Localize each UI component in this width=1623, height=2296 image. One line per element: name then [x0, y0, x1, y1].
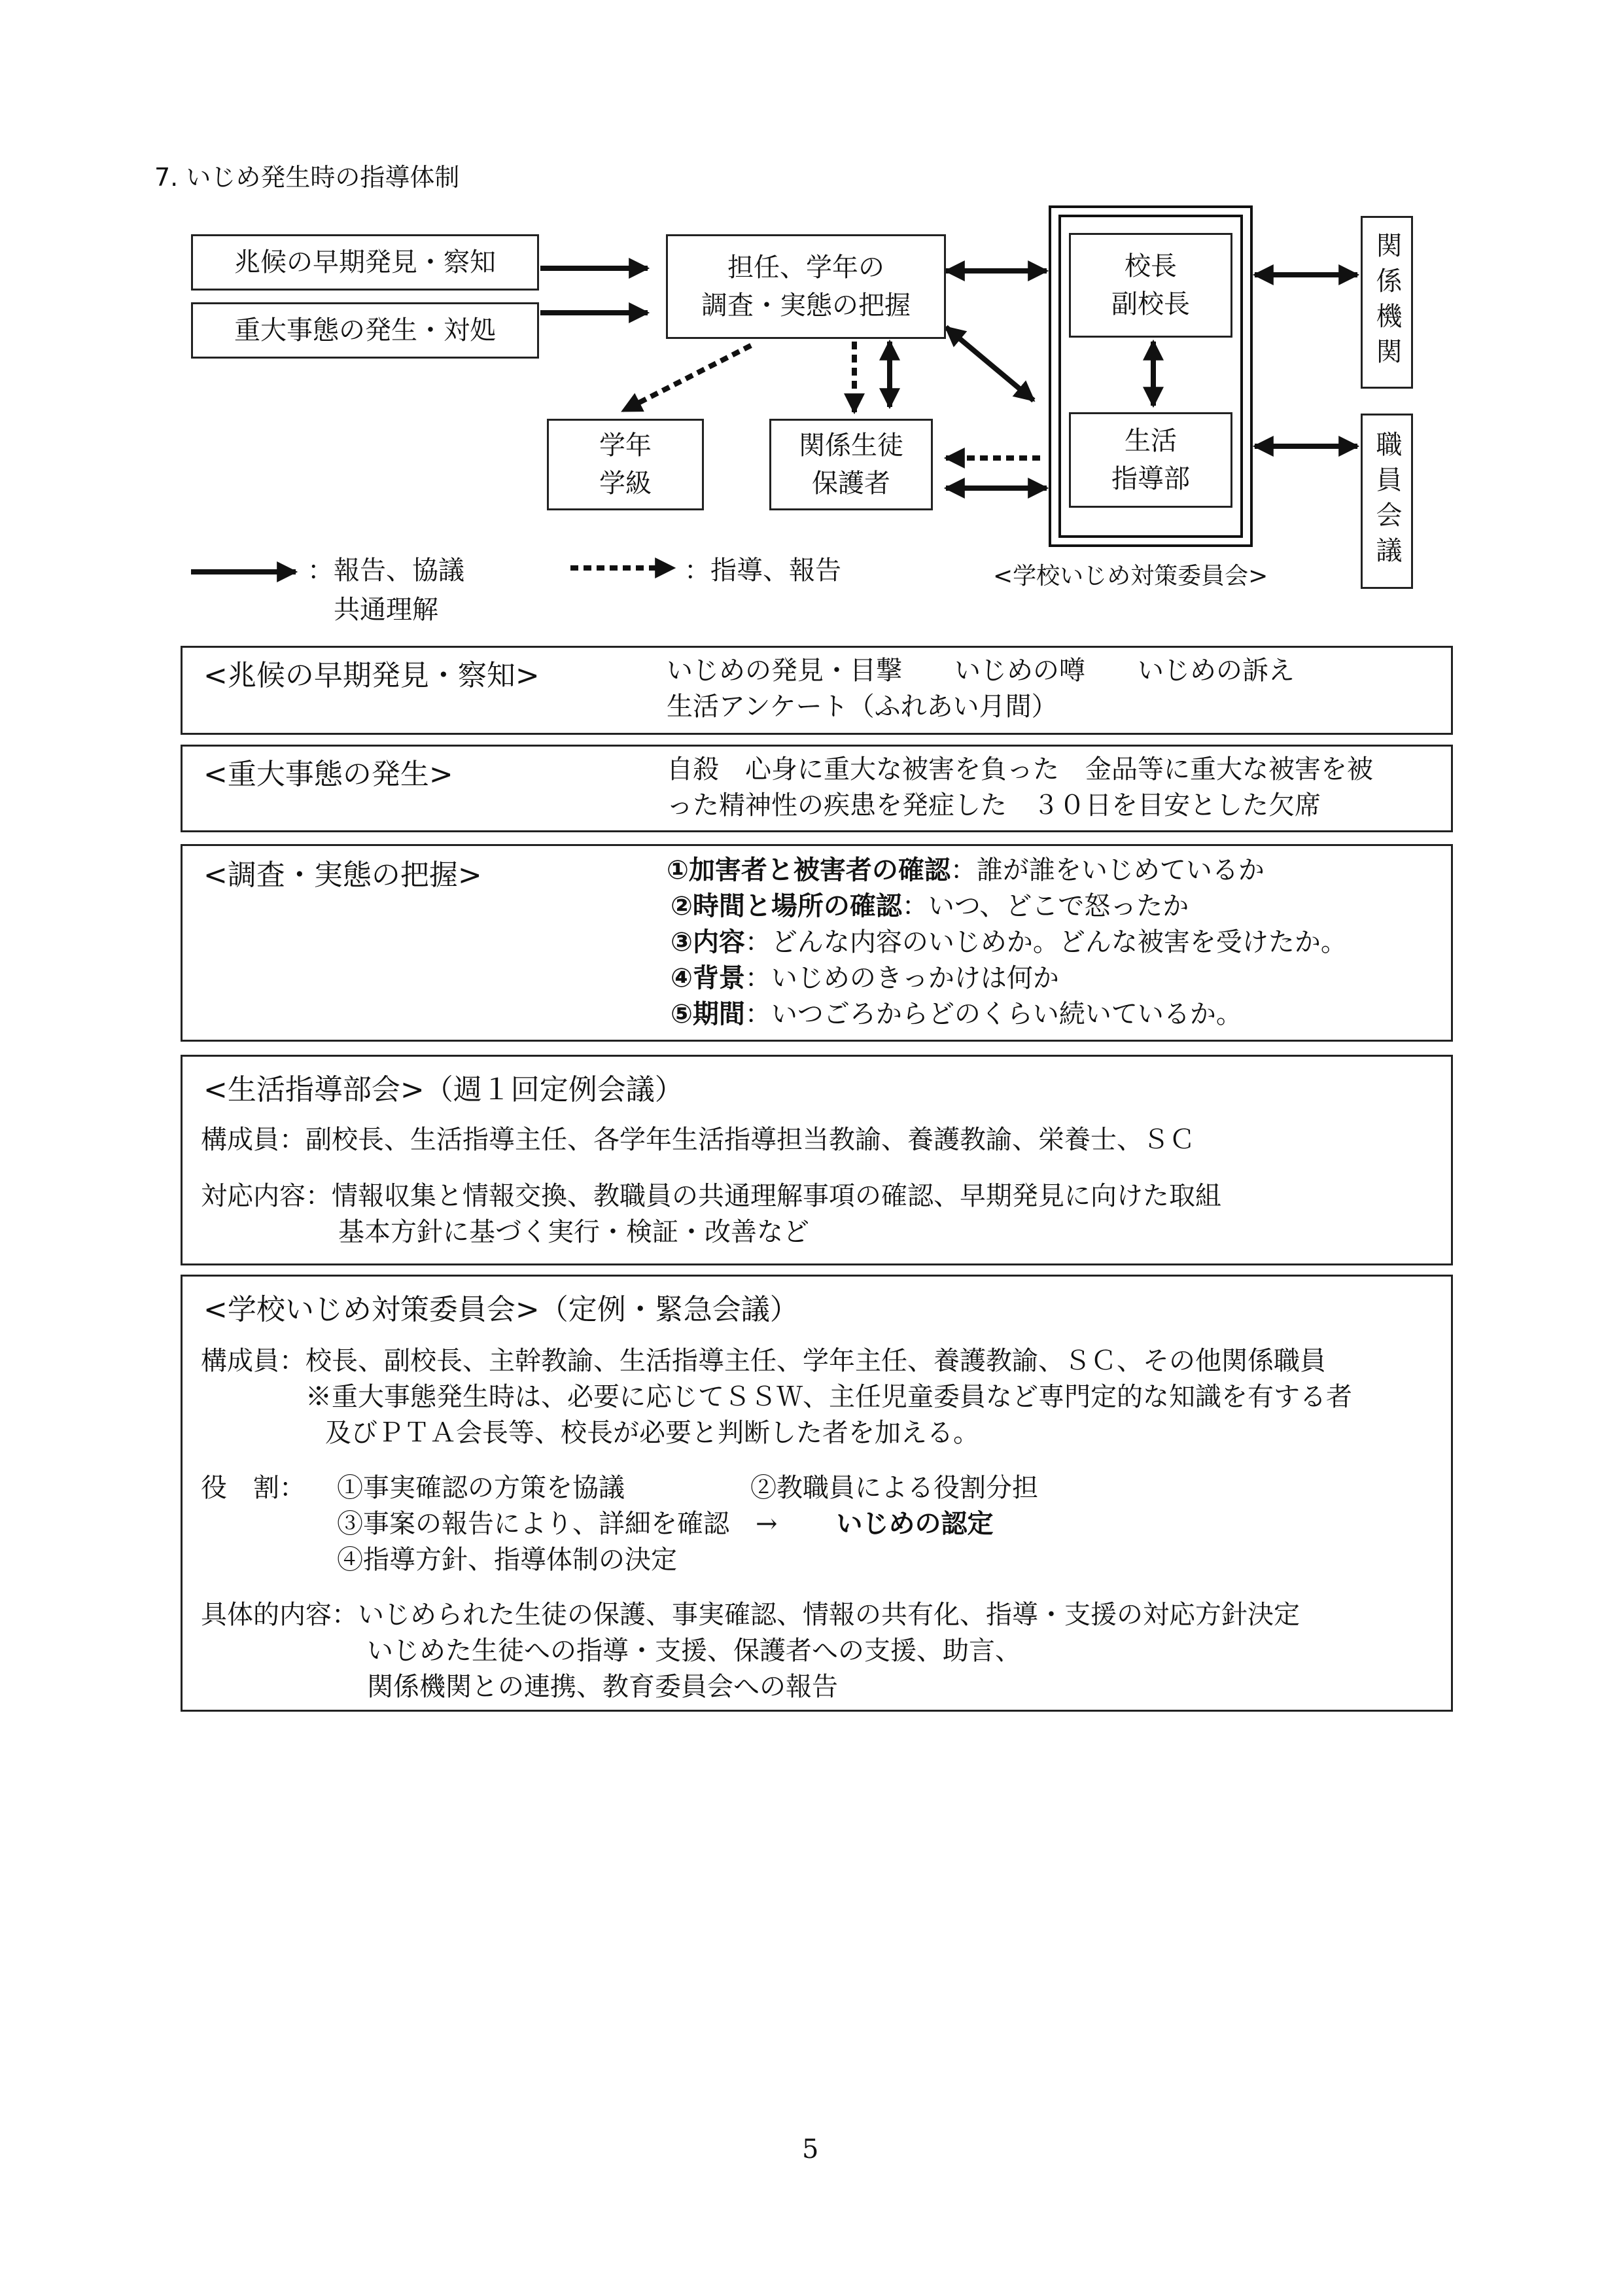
committee-details-cont: いじめた生徒への指導・支援、保護者への支援、助言、: [367, 1636, 1021, 1666]
committee-details-cont: 関係機関との連携、教育委員会への報告: [367, 1672, 838, 1702]
guidance-meeting-content: 対応内容：情報収集と情報交換、教職員の共通理解事項の確認、早期発見に向けた取組: [201, 1181, 1221, 1211]
serious-incident-heading: <重大事態の発生>: [203, 758, 453, 791]
serious-incident-line2: った精神性の疾患を発症した ３０日を目安とした欠席: [667, 790, 1321, 821]
committee-role-1: ①事実確認の方策を協議: [337, 1473, 625, 1503]
legend-solid-label: ：報告、協議 共通理解: [307, 556, 464, 625]
investigation-info-box: [181, 844, 1453, 1042]
investigation-item: ③内容：どんな内容のいじめか。どんな被害を受けたか。: [671, 927, 1347, 957]
dotted-homeroom-to-grade: [623, 345, 751, 411]
page-number: 5: [802, 2134, 819, 2164]
student-guidance-box: [1069, 412, 1232, 508]
grade-class-label: 学年 学級: [599, 431, 652, 499]
committee-heading: <学校いじめ対策委員会>（定例・緊急会議）: [203, 1293, 799, 1326]
related-agencies-label: 関係機関: [1372, 232, 1402, 373]
serious-incident-label: 重大事態の発生・対処: [234, 315, 496, 345]
committee-label: <学校いじめ対策委員会>: [993, 563, 1268, 590]
grade-class-box: [547, 419, 704, 510]
principal-label: 校長 副校長: [1111, 251, 1190, 319]
committee-note: ※重大事態発生時は、必要に応じてＳＳＷ、主任児童委員など専門定的な知識を有する者: [305, 1382, 1352, 1412]
section-title: 7. いじめ発生時の指導体制: [154, 163, 460, 192]
investigation-item: ⑤期間：いつごろからどのくらい続いているか。: [671, 999, 1242, 1029]
committee-role-2: ②教職員による役割分担: [750, 1473, 1038, 1503]
early-detection-label: 兆候の早期発見・察知: [234, 247, 496, 277]
serious-incident-line1: 自殺 心身に重大な被害を負った 金品等に重大な被害を被: [667, 754, 1373, 785]
guidance-meeting-content-cont: 基本方針に基づく実行・検証・改善など: [338, 1217, 809, 1247]
committee-roles-label: 役 割：: [201, 1473, 305, 1503]
committee-details: 具体的内容：いじめられた生徒の保護、事実確認、情報の共有化、指導・支援の対応方針決定: [201, 1600, 1300, 1630]
guidance-meeting-info-box: [181, 1055, 1453, 1265]
principal-box: [1069, 233, 1232, 338]
staff-meeting-label: 職員会議: [1372, 431, 1402, 572]
early-detection-info-box: [181, 646, 1453, 735]
guidance-meeting-members: 構成員：副校長、生活指導主任、各学年生活指導担当教諭、養護教諭、栄養士、ＳＣ: [201, 1125, 1195, 1155]
committee-role-4: ④指導方針、指導体制の決定: [337, 1545, 677, 1575]
homeroom-label: 担任、学年の 調査・実態の把握: [701, 253, 911, 321]
serious-incident-box: [191, 302, 539, 359]
early-detection-line1: いじめの発見・目撃 いじめの噂 いじめの訴え: [667, 656, 1295, 686]
committee-members: 構成員：校長、副校長、主幹教諭、生活指導主任、学年主任、養護教諭、ＳＣ、その他関係職員: [201, 1346, 1326, 1376]
staff-meeting-box: [1361, 414, 1413, 589]
guidance-meeting-heading: <生活指導部会>（週１回定例会議）: [203, 1073, 684, 1106]
related-students-box: [769, 419, 933, 510]
investigation-item: ④背景：いじめのきっかけは何か: [671, 963, 1059, 993]
student-guidance-label: 生活 指導部: [1111, 426, 1190, 494]
homeroom-box: [666, 234, 946, 339]
early-detection-heading: <兆候の早期発見・察知>: [203, 659, 540, 692]
bullying-recognition: いじめの認定: [836, 1509, 994, 1539]
arrow-homeroom-guidance: [946, 327, 1034, 400]
legend-dotted-label: ：指導、報告: [684, 556, 841, 586]
investigation-item: ①加害者と被害者の確認：誰が誰をいじめているか: [667, 855, 1265, 885]
early-detection-box: [191, 234, 539, 291]
early-detection-line2: 生活アンケート（ふれあい月間）: [667, 692, 1058, 722]
related-students-label: 関係生徒 保護者: [799, 431, 903, 499]
committee-role-3: ③事案の報告により、詳細を確認 → いじめの認定: [337, 1509, 994, 1539]
investigation-heading: <調査・実態の把握>: [203, 858, 482, 892]
investigation-item: ②時間と場所の確認：いつ、どこで怒ったか: [671, 891, 1189, 921]
serious-incident-info-box: [181, 745, 1453, 832]
committee-note-cont: 及びＰＴＡ会長等、校長が必要と判断した者を加える。: [325, 1418, 979, 1448]
related-agencies-box: [1361, 216, 1413, 389]
committee-info-box: [181, 1275, 1453, 1712]
